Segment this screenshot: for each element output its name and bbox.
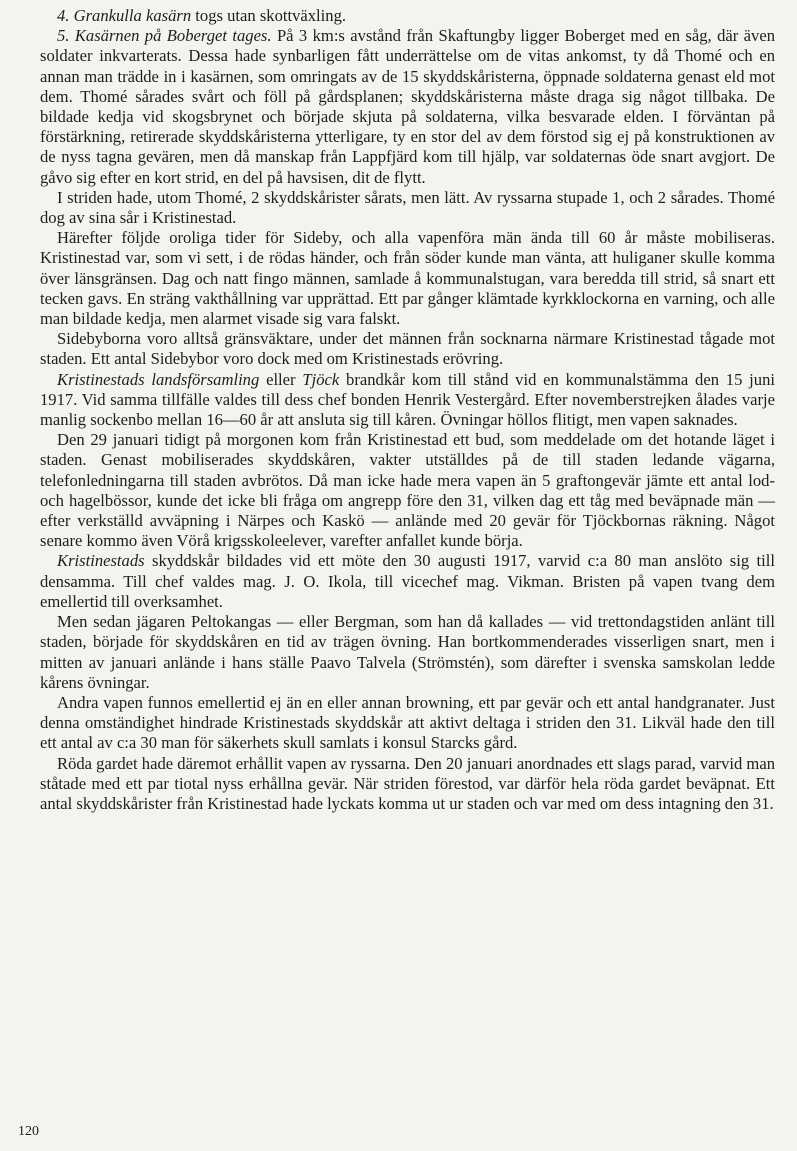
paragraph-1 — [40, 6, 775, 26]
paragraph-8 — [40, 551, 775, 612]
paragraph-1-span-2: togs utan skottväxling. — [191, 6, 347, 25]
page-text — [40, 6, 775, 814]
paragraph-4-span-1: Härefter följde oroliga tider för Sideby, och alla vapenföra män ända till 60 år måste mobiliseras. Kristinestad var, som vi sett, i de rödas händer, och från söder kunde man vänta, att huliganer skulle komma över länsgränsen. Dag och natt fingo männen, samlade å kommunalstugan, vara beredda till strid, så snart ett tecken gavs. En sträng vakthållning var upprättad. Ett par gånger klämtade kyrkklockorna en varning, och alle man bildade kedja, men alarmet visade sig vara falskt. — [40, 228, 775, 329]
paragraph-6 — [40, 370, 775, 431]
paragraph-9-span-1: Men sedan jägaren Peltokangas — eller Bergman, som han då kallades — vid trettondagstiden anlänt till staden, började för skyddskåren en tid av trägen övning. Han bortkommenderades visserligen snart, men i mitten av januari anlände i hans ställe Paavo Talvela (Strömstén), som därefter i svenska samskolan ledde kårens övningar. — [40, 612, 775, 692]
paragraph-5-span-1: Sidebyborna voro alltså gränsväktare, under det männen från socknarna närmare Kristinestad tågade mot staden. Ett antal Sidebybor voro dock med om Kristinestads erövring. — [40, 329, 775, 369]
paragraph-10-span-1: Andra vapen funnos emellertid ej än en eller annan browning, ett par gevär och ett antal handgranater. Just denna omständighet hindrade Kristinestads skyddskår att aktivt deltaga i striden den 31. Likväl hade den till ett antal av c:a 30 man för säkerhets skull samlats i konsul Starcks gård. — [40, 692, 775, 753]
paragraph-6-span-3: Tjöck — [302, 369, 340, 389]
paragraph-7 — [40, 430, 775, 551]
paragraph-6-span-4: brandkår kom till stånd vid en kommunalstämma den 15 juni 1917. Vid samma tillfälle valdes till dess chef bonden Henrik Vestergård. Efter novemberstrejken ålades varje manlig sockenbo mellan 16—60 år att ansluta sig till kåren. Övningar höllos flitigt, men vapen saknades. — [40, 369, 775, 430]
paragraph-2-span-1: 5. Kasärnen på Boberget tages. — [57, 26, 272, 46]
paragraph-5 — [40, 329, 775, 369]
page-number: 120 — [18, 1124, 39, 1139]
paragraph-10 — [40, 693, 775, 754]
paragraph-9 — [40, 612, 775, 693]
paragraph-7-span-1: Den 29 januari tidigt på morgonen kom från Kristinestad ett bud, som meddelade om det hotande läget i staden. Genast mobiliserades skyddskåren, vakter utställdes på de till staden ledande vägarna, telefonledningarna till staden avbrötos. Då man icke hade mera vapen än 5 graftongevär jämte ett antal lod- och hagelbössor, kunde det icke bli fråga om angrepp före den 31, vilken dag ett tåg med beväpnade män — efter verkställd avväpning i Närpes och Kaskö — anlände med 20 gevär för Tjöckbornas räkning. Något senare kommo även Vörå krigsskoleelever, varefter anfallet kunde börja. — [40, 430, 775, 551]
paragraph-3-span-1: I striden hade, utom Thomé, 2 skyddskårister sårats, men lätt. Av ryssarna stupade 1, och 2 sårades. Thomé dog av sina sår i Kristinestad. — [40, 187, 775, 228]
paragraph-6-span-2: eller — [259, 369, 303, 389]
paragraph-11 — [40, 754, 775, 815]
paragraph-3 — [40, 188, 775, 228]
paragraph-2-span-2: På 3 km:s avstånd från Skaftungby ligger Boberget med en såg, där även soldater inkvarterats. Dessa hade synbarligen fått underrättelse om de vitas ankomst, ty då Thomé och en annan man trädde in i kasärnen, som omringats av de 15 skyddskåristerna, öppnade soldaterna genast eld mot dem. Thomé sårades svårt och föll på gårdsplanen; skyddskåristerna måste draga sig något tillbaka. De bildade kedja vid skogsbrynet och började skjuta på soldaterna, vilka besvarade elden. I förväntan på förstärkning, retirerade skyddskåristerna ytterligare, ty en stor del av dem förstod sig ej på konstruktionen av de nyss tagna gevären, men då manskap från Lappfjärd kom till hjälp, var soldaternas öde snart avgjort. De gåvo sig efter en kort strid, en del på havsisen, dit de flytt. — [40, 26, 775, 187]
paragraph-6-span-1: Kristinestads landsförsamling — [57, 369, 260, 389]
paragraph-2 — [40, 26, 775, 188]
paragraph-1-span-1: 4. Grankulla kasärn — [57, 6, 192, 25]
paragraph-8-span-2: skyddskår bildades vid ett möte den 30 augusti 1917, varvid c:a 80 man anslöto sig till densamma. Till chef valdes mag. J. O. Ikola, till vicechef mag. Vikman. Bristen på vapen tvang dem emellertid till overksamhet. — [40, 551, 775, 611]
paragraph-11-span-1: Röda gardet hade däremot erhållit vapen av ryssarna. Den 20 januari anordnades ett slags parad, varvid man ståtade med ett par tiotal nyss erhållna gevär. När striden förestod, var därför hela röda gardet beväpnat. Ett antal skyddskårister från Kristinestad hade lyckats komma ut ur staden och var med om dess intagning den 31. — [40, 753, 775, 813]
paragraph-8-span-1: Kristinestads — [57, 551, 145, 571]
paragraph-4 — [40, 228, 775, 329]
